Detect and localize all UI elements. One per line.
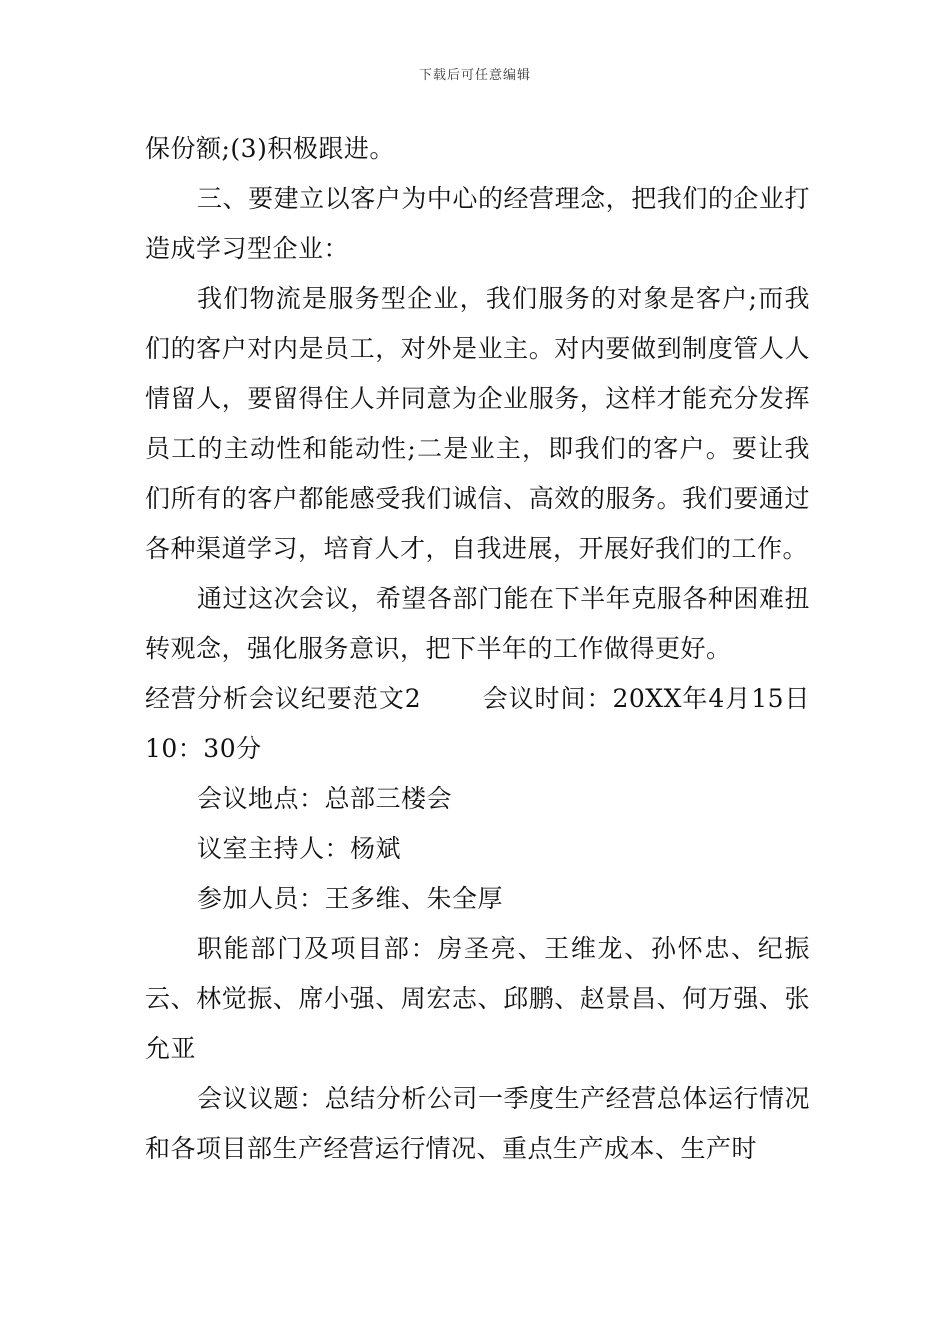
paragraph: 参加人员：王多维、朱全厚 — [197, 884, 504, 913]
paragraph: 职能部门及项目部：房圣亮、王维龙、孙怀忠、纪振云、林觉振、席小强、周宏志、邱鹏、赵景昌、何万强、张允亚 — [145, 934, 810, 1063]
paragraph: 会议地点：总部三楼会 — [197, 784, 453, 813]
paragraph: 议室主持人：杨斌 — [197, 834, 402, 863]
paragraph: 会议议题：总结分析公司一季度生产经营总体运行情况和各项目部生产经营运行情况、重点生产成本、生产时 — [145, 1084, 810, 1163]
document-body — [145, 124, 810, 1174]
paragraph: 保份额;(3)积极跟进。 — [145, 134, 395, 163]
header-note: 下载后可任意编辑 — [418, 68, 531, 83]
paragraph: 三、要建立以客户为中心的经营理念，把我们的企业打造成学习型企业： — [145, 184, 810, 263]
section-title-paragraph: 经营分析会议纪要范文2 会议时间：20XX年4月15日10：30分 — [145, 684, 810, 763]
paragraph: 我们物流是服务型企业，我们服务的对象是客户;而我们的客户对内是员工，对外是业主。对内要做到制度管人人情留人，要留得住人并同意为企业服务，这样才能充分发挥员工的主动性和能动性;二是业主，即我们的客户。要让我们所有的客户都能感受我们诚信、高效的服务。我们要通过各种渠道学习，培育人才，自我进展，开展好我们的工作。 — [145, 284, 810, 563]
paragraph: 通过这次会议，希望各部门能在下半年克服各种困难扭转观念，强化服务意识，把下半年的工作做得更好。 — [145, 584, 810, 663]
